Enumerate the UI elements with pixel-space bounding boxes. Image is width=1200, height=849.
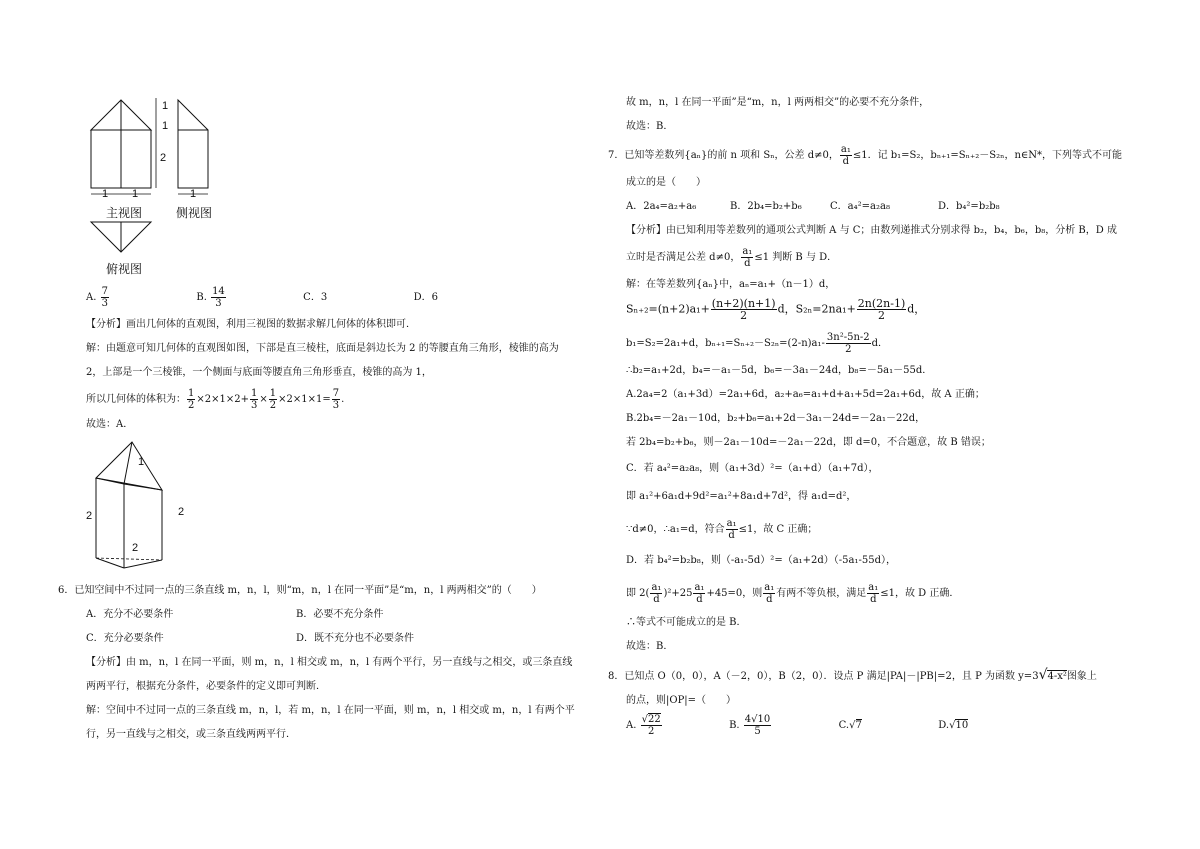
q6-analysis-line: 【分析】由 m，n，l 在同一平面，则 m，n，l 相交或 m，n，l 有两个平行，另一直线与之相交，或三条直线 <box>86 657 573 668</box>
q8-stem-cont: 的点，则|OP|=（ ） <box>626 695 737 706</box>
q7-analysis-line: 立时是否满足公差 d≠0， $\frac{\text{a₁}}{d}$ ≤1 判断 B 与 D． <box>626 246 838 269</box>
dim-label: 2 <box>160 152 167 164</box>
q7-option-d: D．b₄²=b₂b₈ <box>938 201 1000 212</box>
q7-solution-line: ∴等式不可能成立的是 B． <box>626 617 747 628</box>
fraction: $\frac{7}{3}$ <box>101 286 108 309</box>
q5-options: A. $\frac{7}{3}$ B. $\frac{14}{3}$ C．3 D．6 <box>86 286 438 309</box>
solid-label-2: 2 <box>132 542 139 554</box>
q7-answer: 故选：B． <box>626 641 674 652</box>
q6-conclusion: 故 m，n，l 在同一平面”是“m，n，l 两两相交”的必要不充分条件， <box>626 97 930 108</box>
side-view-label: 侧视图 <box>176 206 213 220</box>
top-view-label: 俯视图 <box>106 262 143 276</box>
front-view-label: 主视图 <box>106 206 143 220</box>
q7-option-c: C．a₄²=a₂a₈ <box>830 201 890 212</box>
q7-solution-line: C．若 a₄²=a₂a₈，则（a₁+3d）²=（a₁+d）（a₁+7d）， <box>626 463 879 474</box>
fraction: $\frac{14}{3}$ <box>212 286 225 309</box>
q5-volume-line: 所以几何体的体积为： $\frac{1}{2}$ ×2×1×2+ $\frac{1}{3}$ × $\frac{1}{2}$ ×2×1×1= $\frac{7}{3}$ . <box>86 388 345 411</box>
q8-options: A. $\frac{√22}{2}$ B. $\frac{4√10}{5}$ C.√7 D.√10 <box>626 714 969 737</box>
three-views-figure <box>86 90 246 280</box>
q7-solution-line: ∵d≠0，∴a₁=d，符合 $\frac{\text{a₁}}{d}$ ≤1，故 C 正确； <box>626 518 818 541</box>
solid-label-2: 2 <box>178 506 185 518</box>
dim-label: 1 <box>132 188 139 200</box>
side-dim-label: 1 <box>190 188 197 200</box>
dim-label: 1 <box>102 188 109 200</box>
q5-answer: 故选：A． <box>86 419 134 430</box>
q5-solution-line: 解：由题意可知几何体的直观图如图，下部是直三棱柱，底面是斜边长为 2 的等腰直角三角形，棱锥的高为 <box>86 343 559 354</box>
q6-analysis-line: 两两平行，根据充分条件，必要条件的定义即可判断． <box>86 681 326 692</box>
q6-option-c: C．充分必要条件 <box>86 633 164 644</box>
q7-b-formula: b₁=S₂=2a₁+d，bₙ₊₁=Sₙ₊₂－S₂ₙ=(2-n)a₁- $\frac{\text{3n²-5n-2}}{2}$ d． <box>626 332 889 355</box>
q6-answer: 故选：B． <box>626 121 674 132</box>
q7-option-b: B．2b₄=b₂+b₆ <box>730 201 802 212</box>
dim-label: 1 <box>162 100 169 112</box>
q6-option-b: B．必要不充分条件 <box>296 609 384 620</box>
solid-label-1: 1 <box>138 456 145 468</box>
q7-stem-cont: 成立的是（ ） <box>626 177 706 188</box>
q7-solution-line: A.2a₄=2（a₁+3d）=2a₁+6d，a₂+a₆=a₁+d+a₁+5d=2a₁+6d，故 A 正确； <box>626 389 985 400</box>
q5-analysis: 【分析】画出几何体的直观图，利用三视图的数据求解几何体的体积即可． <box>86 319 416 330</box>
q7-solution-line: 即 2( $\frac{\text{a₁}}{d}$ )²+25 $\frac{\text{a₁}}{d}$ +45=0，则 $\frac{\text{a₁}}{d}$ 有两不等负根，满足 $\frac{\text{a₁}}{d}$ ≤1，故 D 正确． <box>626 582 960 605</box>
dim-label: 1 <box>162 120 169 132</box>
q7-solution-line: 即 a₁²+6a₁d+9d²=a₁²+8a₁d+7d²，得 a₁d=d²， <box>626 491 857 502</box>
q6-option-a: A．充分不必要条件 <box>86 609 174 620</box>
q7-solution-line: 若 2b₄=b₂+b₆，则－2a₁－10d=－2a₁－22d，即 d=0，不合题意，故 B 错误； <box>626 437 991 448</box>
q6-option-d: D．既不充分也不必要条件 <box>296 633 415 644</box>
q7-solution-line: B.2b₄=－2a₁－10d，b₂+b₆=a₁+2d－3a₁－24d=－2a₁－22d， <box>626 413 926 424</box>
solid-label-2: 2 <box>86 510 93 522</box>
q7-solution-line: 解：在等差数列{aₙ}中，aₙ=a₁+（n－1）d， <box>626 279 836 290</box>
q7-analysis-line: 【分析】由已知利用等差数列的通项公式判断 A 与 C；由数列递推式分别求得 b₂，b₄，b₆，b₈，分析 B，D 成 <box>626 225 1117 236</box>
q6-stem: 6．已知空间中不过同一点的三条直线 m，n，l，则“m，n，l 在同一平面”是“m，n，l 两两相交”的（ ） <box>58 585 542 596</box>
q7-stem: 7．已知等差数列{aₙ}的前 n 项和 Sₙ，公差 d≠0， $\frac{\text{a₁}}{d}$ ≤1．记 b₁=S₂，bₙ₊₁=Sₙ₊₂－S₂ₙ，n∈N*，下列等式不可能 <box>608 144 1123 167</box>
q7-option-a: A．2a₄=a₂+a₆ <box>626 201 697 212</box>
q5-solution-line: 2，上部是一个三棱锥，一个侧面与底面等腰直角三角形垂直，棱锥的高为 1， <box>86 367 432 378</box>
q7-solution-line: ∴b₂=a₁+2d，b₄=－a₁－5d，b₆=－3a₁－24d，b₈=－5a₁－55d． <box>626 365 933 376</box>
q6-solution-line: 行，另一直线与之相交，或三条直线两两平行． <box>86 729 296 740</box>
q7-solution-line: D．若 b₄²=b₂b₈，则（-a₁-5d）²=（a₁+2d）（-5a₁-55d）， <box>626 555 897 566</box>
q6-solution-line: 解：空间中不过同一点的三条直线 m，n，l，若 m，n，l 在同一平面，则 m，n，l 相交或 m，n，l 有两个平 <box>86 705 575 716</box>
q8-stem: 8．已知点 O（0，0），A（－2，0），B（2，0）．设点 P 满足|PA|－|PB|=2，且 P 为函数 y=3√4-x²图象上 <box>608 667 1097 683</box>
q7-sum-formula: Sₙ₊₂=(n+2)a₁+ $\frac{(n+2)(n+1)}{2}$ d，S₂ₙ=2na₁+ $\frac{2n(2n-1)}{2}$ d， <box>626 297 926 322</box>
